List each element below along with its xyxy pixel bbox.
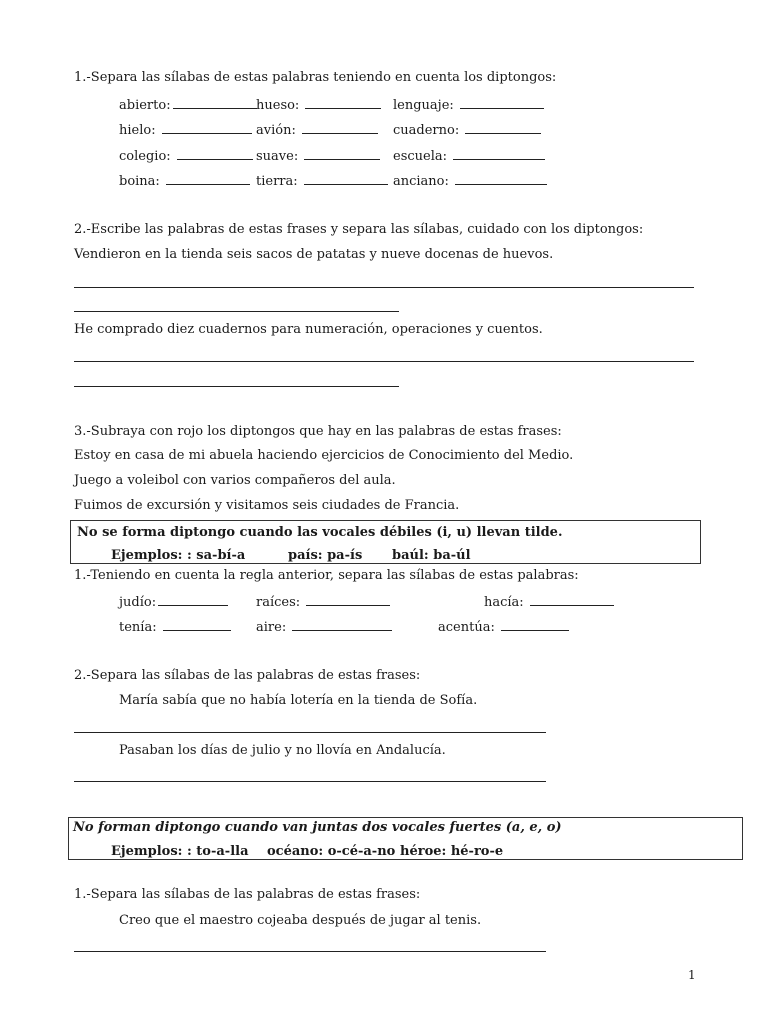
word-item: abierto: <box>119 96 257 114</box>
word-item: aire: <box>256 618 392 636</box>
answer-blank[interactable] <box>530 593 614 606</box>
word-item: raíces: <box>256 593 390 611</box>
rule-example: país: pa-ís <box>288 548 363 563</box>
answer-blank[interactable] <box>306 593 390 606</box>
page-number: 1 <box>688 968 696 982</box>
word-item: hielo: <box>119 121 252 139</box>
writing-line[interactable] <box>74 732 546 733</box>
word-item: anciano: <box>393 172 547 190</box>
section-5-title: 2.-Separa las sílabas de las palabras de estas frases: <box>74 668 421 683</box>
section-3-title: 3.-Subraya con rojo los diptongos que hay en las palabras de estas frases: <box>74 424 562 439</box>
rule-example: Ejemplos: : to-a-lla <box>111 844 249 859</box>
answer-blank[interactable] <box>304 147 380 160</box>
phrase-text: He comprado diez cuadernos para numeración, operaciones y cuentos. <box>74 322 543 337</box>
writing-line[interactable] <box>74 781 546 782</box>
word-item: acentúa: <box>438 618 569 636</box>
rule-example: héroe: hé-ro-e <box>400 844 504 859</box>
word-item: avión: <box>256 121 378 139</box>
phrase-text: María sabía que no había lotería en la tienda de Sofía. <box>119 693 478 708</box>
sentence-text: Fuimos de excursión y visitamos seis ciudades de Francia. <box>74 498 460 513</box>
rule-text: No se forma diptongo cuando las vocales débiles (i, u) llevan tilde. <box>77 525 563 540</box>
answer-blank[interactable] <box>501 618 569 631</box>
word-item: tierra: <box>256 172 388 190</box>
answer-blank[interactable] <box>158 593 228 606</box>
word-item: colegio: <box>119 147 253 165</box>
rule-example: Ejemplos: : sa-bí-a <box>111 548 246 563</box>
answer-blank[interactable] <box>166 172 250 185</box>
rule-example: baúl: ba-úl <box>392 548 471 563</box>
answer-blank[interactable] <box>163 618 231 631</box>
word-item: hacía: <box>484 593 614 611</box>
word-item: lenguaje: <box>393 96 544 114</box>
section-2-title: 2.-Escribe las palabras de estas frases y separa las sílabas, cuidado con los diptongos: <box>74 222 644 237</box>
section-4-title: 1.-Teniendo en cuenta la regla anterior, separa las sílabas de estas palabras: <box>74 568 579 583</box>
writing-line[interactable] <box>74 951 546 952</box>
writing-line[interactable] <box>74 361 694 362</box>
rule-example: océano: o-cé-a-no <box>267 844 396 859</box>
answer-blank[interactable] <box>305 96 381 109</box>
rule-text: No forman diptongo cuando van juntas dos vocales fuertes (a, e, o) <box>73 820 562 835</box>
writing-line[interactable] <box>74 386 399 387</box>
sentence-text: Juego a voleibol con varios compañeros del aula. <box>74 473 396 488</box>
word-item: suave: <box>256 147 380 165</box>
answer-blank[interactable] <box>465 121 541 134</box>
answer-blank[interactable] <box>173 96 257 109</box>
phrase-text: Vendieron en la tienda seis sacos de patatas y nueve docenas de huevos. <box>74 247 554 262</box>
word-item: boina: <box>119 172 250 190</box>
answer-blank[interactable] <box>460 96 544 109</box>
answer-blank[interactable] <box>304 172 388 185</box>
word-item: judío: <box>119 593 228 611</box>
word-item: hueso: <box>256 96 381 114</box>
writing-line[interactable] <box>74 287 694 288</box>
writing-line[interactable] <box>74 311 399 312</box>
answer-blank[interactable] <box>455 172 547 185</box>
section-6-title: 1.-Separa las sílabas de las palabras de estas frases: <box>74 887 421 902</box>
word-item: escuela: <box>393 147 545 165</box>
answer-blank[interactable] <box>162 121 252 134</box>
phrase-text: Pasaban los días de julio y no llovía en Andalucía. <box>119 743 446 758</box>
word-item: cuaderno: <box>393 121 541 139</box>
word-item: tenía: <box>119 618 231 636</box>
answer-blank[interactable] <box>177 147 253 160</box>
answer-blank[interactable] <box>302 121 378 134</box>
sentence-text: Estoy en casa de mi abuela haciendo ejercicios de Conocimiento del Medio. <box>74 448 574 463</box>
phrase-text: Creo que el maestro cojeaba después de jugar al tenis. <box>119 913 482 928</box>
section-1-title: 1.-Separa las sílabas de estas palabras teniendo en cuenta los diptongos: <box>74 70 557 85</box>
answer-blank[interactable] <box>292 618 392 631</box>
answer-blank[interactable] <box>453 147 545 160</box>
